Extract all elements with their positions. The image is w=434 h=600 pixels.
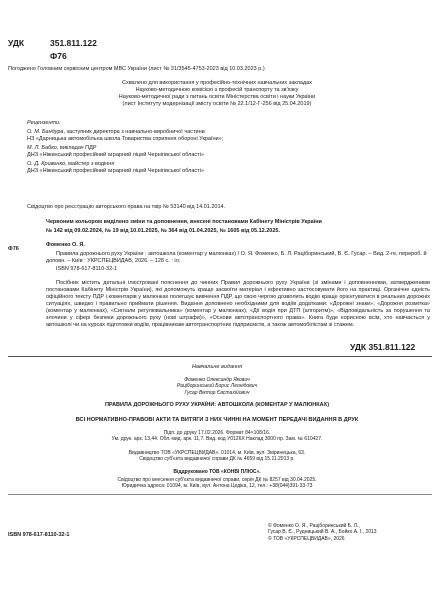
- reviewer-org: ДНЗ «Ніжинський професійний аграрний ліцей Чернігівської області»: [27, 152, 204, 158]
- printer-name: Віддруковано ТОВ «КОНВІ ПЛЮС».: [173, 469, 261, 475]
- reviewer-name: О. М. Бандура: [27, 129, 64, 135]
- udk-value-top: 351.811.122: [50, 38, 97, 48]
- approval-line: Схвалено для використання у професійно-технічних навчальних закладах: [121, 80, 313, 86]
- print-spec-line: Підп. до друку 17.02.2026. Формат 84×108/16.: [163, 430, 271, 436]
- divider: [8, 494, 432, 495]
- printer-info: [0, 477, 434, 490]
- publisher-info: [0, 450, 434, 463]
- approval-block: [0, 80, 434, 108]
- changes-note-line1: Червоним кольором виділено зміни та доповнення, внесені постановами Кабінету Міністрів України: [46, 219, 322, 225]
- reviewers-label: Рецензенти:: [27, 120, 61, 126]
- reviewer-org: НЗ «Дарницька автомобільна школа Товариства сприяння обороні України»;: [27, 136, 224, 142]
- printer-line: Юридична адреса: 01094, м. Київ, вул. Антона Цедіка, 12, тел.: +38(044)391-33-73: [121, 483, 313, 490]
- copyright-block: [268, 523, 432, 542]
- reviewer-role: , заступник директора з навчально-виробничої частини: [63, 129, 205, 135]
- f-code-top: Ф76: [50, 51, 67, 61]
- publisher-line: Видавництво ТОВ «УКРСПЕЦВИДАВ», 01014, м. Київ, вул. Звіринецька, 63.: [128, 450, 306, 456]
- reviewer-name: М. Л. Бабко: [27, 145, 57, 151]
- printer-line: Свідоцтво про внесення суб'єкта видавничої справи, серія ДК № 8257 від 30.04.2025.: [117, 477, 317, 483]
- copyright-line: © ТОВ «УКРСПЕЦВИДАВ», 2026: [268, 535, 345, 542]
- author-heading: Фоменко О. Я.: [46, 242, 85, 248]
- edition-type: Навчальне видання: [191, 364, 243, 370]
- reviewers-list: [27, 129, 427, 175]
- title-main: ПРАВИЛА ДОРОЖНЬОГО РУХУ УКРАЇНИ: АВТОШКОЛА (КОМЕНТАР У МАЛЮНКАХ): [104, 402, 330, 408]
- isbn-bottom: ISBN 978-617-8110-32-1: [8, 532, 70, 538]
- f-code-mid: Ф76: [8, 246, 19, 252]
- subtitle-banner: ВСІ НОРМАТИВНО-ПРАВОВІ АКТИ ТА ВИТЯГИ З НИХ ЧИННІ НА МОМЕНТ ПЕРЕДАЧІ ВИДАННЯ В ДРУК: [75, 417, 359, 423]
- author-full-name: Раціборинський Борис Леонідович: [176, 383, 258, 390]
- changes-note-line2: № 142 від 09.02.2024, № 19 від 10.01.2025, № 364 від 01.04.2025, № 1605 від 05.12.2025.: [46, 228, 280, 234]
- author-full-name: Фоменко Олександр Якович: [184, 377, 250, 383]
- isbn-inline: ISBN 978-617-8110-32-1: [56, 266, 118, 272]
- udk-label-top: УДК: [8, 38, 25, 48]
- copyright-certificate: Свідоцтво про реєстрацію авторського права на твір № 53140 від 14.01.2014.: [27, 204, 226, 210]
- reviewer-name: О. Д. Кривенко: [27, 161, 66, 167]
- approval-line: Науково-методичної ради з питань освіти Міністерства освіти і науки України: [118, 94, 316, 100]
- reviewer: [27, 129, 427, 143]
- bib-description: Правила дорожнього руху України : автошкола (коментар у малюнках) / О. Я. Фоменко, Б. Л. Раціборинський, В. Є. Гусар. – Вид. 2-ге, перероб. й доповн. – Київ : УКРСПЕЦВИДАВ, 2026. – 128 с. : іл.: [46, 251, 427, 264]
- approval-police: Погоджено Головним сервісним центром МВС України (лист № 31/3545-4753-2023 від 10.03.2023 р.): [8, 66, 265, 72]
- copyright-line: © Фоменко О. Я., Раціборинський Б. Л.,: [268, 523, 360, 529]
- publisher-line: Свідоцтво суб'єкта видавничої справи ДК № 4659 від 15.11.2013 р.: [139, 456, 295, 463]
- reviewer-role: , викладач ПДР: [56, 145, 97, 151]
- reviewer: [27, 161, 427, 175]
- udk-bottom: УДК 351.811.122: [350, 342, 416, 352]
- print-spec-line: Ум. друк. арк. 13,44. Обл.-вид. арк. 11,7. Вид. код У0126Х Наклад 3000 пр. Зам. № 610427.: [111, 436, 323, 443]
- reviewer: [27, 145, 427, 159]
- reviewer-role: , майстер з водіння: [65, 161, 115, 167]
- author-full-name: Гусар Віктор Євстахійович: [184, 389, 250, 396]
- copyright-line: Гусар В. Є., Рудницький В. А., Бойко А. І., 2013: [268, 529, 377, 536]
- divider: [8, 356, 432, 357]
- authors-list: [0, 377, 434, 396]
- print-specs: [0, 430, 434, 443]
- abstract: Посібник містить детальні ілюстровані пояснення до чинних Правил дорожнього руху України (зі змінами і доповненнями, затвердженими постановами Кабінету Міністрів України), які допоможуть краще засвоїти матеріал і ефективно застосовувати його на практиці. Органічне єдність офіційного тексту ПДР і коментарів у малюнках полегшує вивчення ПДР, що свою чергою дозволить водію краще орієнтуватися в реальних дорожніх ситуаціях, швидко і правильно приймати рішення. Видання доповнено необхідними для водіїв додатками: «Дорожні знаки», «Дорожня розмітка» (коментар у малюнках), «Сигнали регулювальника» (коментар у малюнках), «Дії водія при ДТП (алгоритм)», «Відповідальність за порушення та злочини у сфері безпеки дорожнього руху (нові штрафи)», «Основи автотранспортного права». Книга буде корисною всім, хто навчається у автошколі чи на курсах підготовки водіїв, працівникам автотранспортних підприємств, а також автомобілістам зі стажем.: [46, 280, 430, 328]
- approval-line: Науково-методичною комісією з професій транспорту та зв'язку: [135, 87, 299, 93]
- reviewer-org: ДНЗ «Ніжинський професійний аграрний ліцей Чернігівської області»: [27, 168, 204, 174]
- approval-line: (лист Інституту модернізації змісту освіти № 22.1/12-Г-256 від 25.04.2019): [122, 101, 312, 107]
